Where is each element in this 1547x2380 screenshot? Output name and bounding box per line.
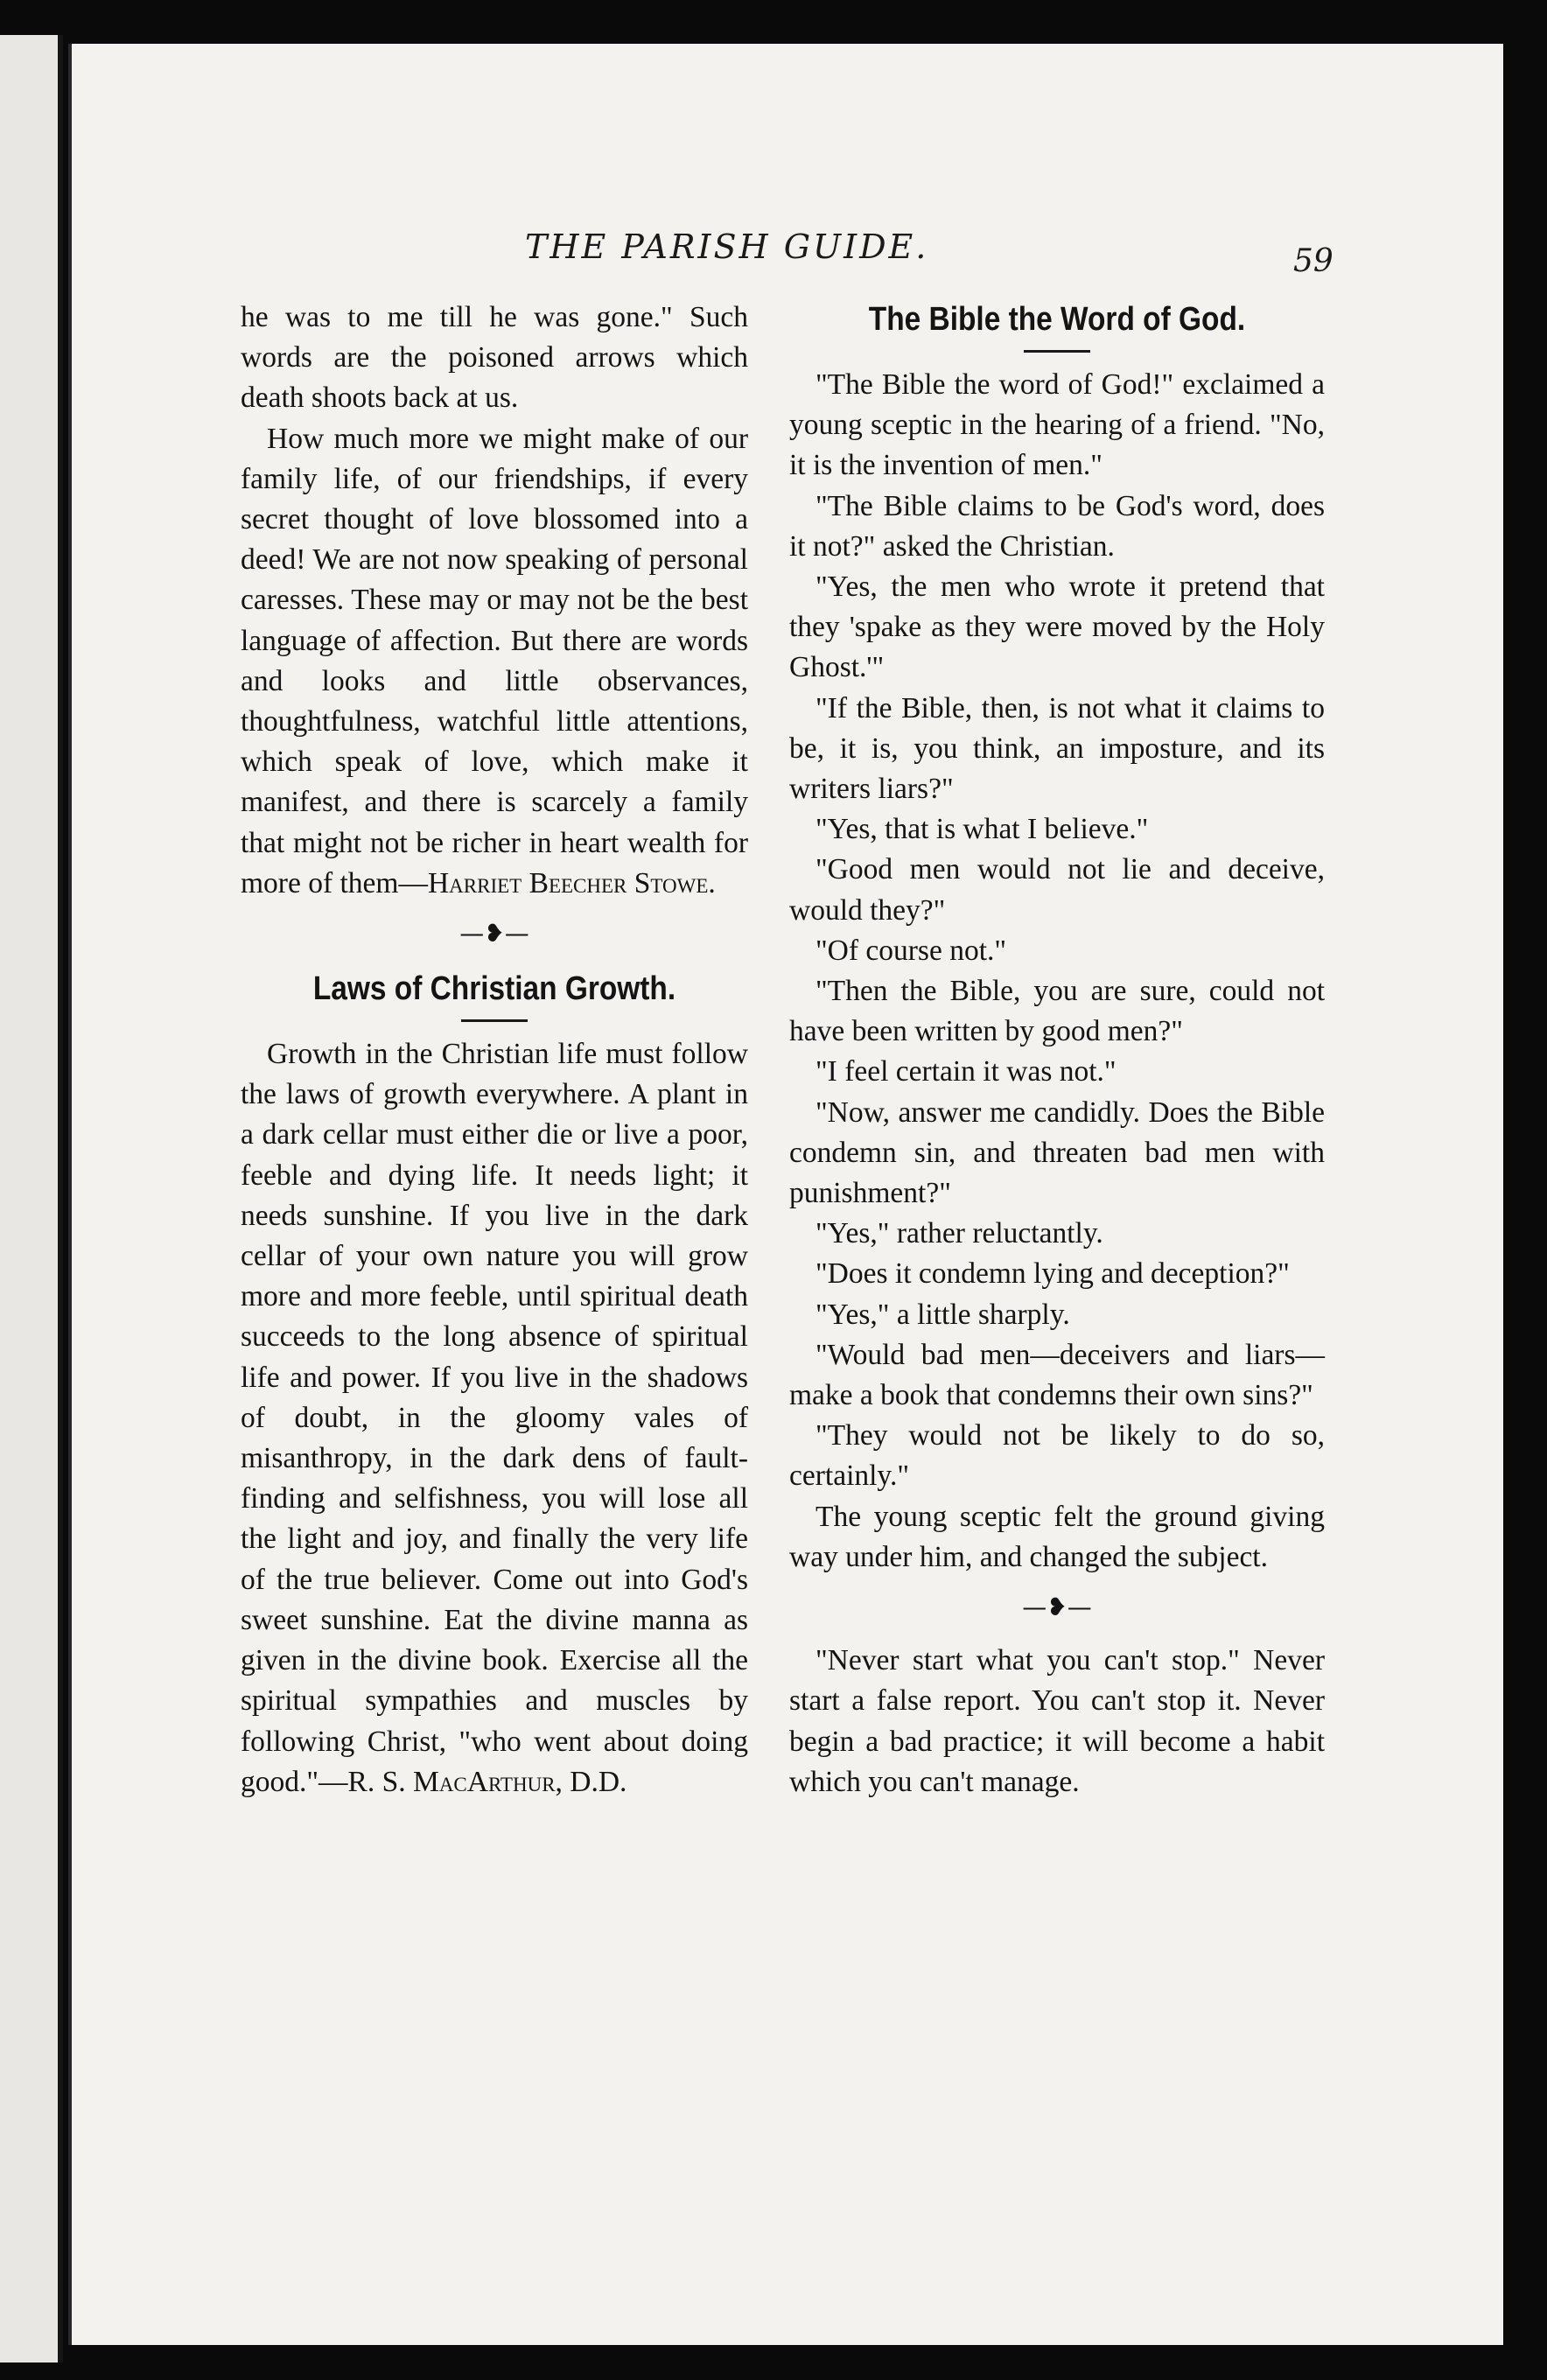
dialogue-paragraph: "Good men would not lie and deceive, would they?": [789, 853, 1325, 927]
dialogue-paragraph: "They would not be likely to do so, certainly.": [789, 1419, 1325, 1493]
dialogue-paragraph: "The Bible claims to be God's word, does it not?" asked the Christian.: [789, 489, 1325, 563]
dialogue-paragraph: "Then the Bible, you are sure, could not have been written by good men?": [789, 975, 1325, 1048]
christian-growth-paragraph: [241, 1034, 748, 1802]
dialogue-paragraph: "Yes," rather reluctantly.: [816, 1217, 1103, 1250]
article-title-christian-growth: Laws of Christian Growth.: [312, 970, 676, 1008]
dialogue-paragraph: "Of course not.": [816, 934, 1007, 967]
christian-growth-text: Growth in the Christian life must follow the laws of growth everywhere. A plant in a dark cellar must either die or live a poor, feeble and dying life. It needs light; it needs sunshine. If you live in the dark cellar of your own nature you will grow more and more feeble, until spiritual death succeeds to the long absence of spiritual life and power. If you live in the shadows of doubt, in the gloomy vales of misanthropy, in the dark dens of fault-finding and selfishness, you will lose all the light and joy, and finally the very life of the true believer. Come out into God's sweet sunshine. Eat the divine manna as given in the divine book. Exercise all the spiritual sympathies and muscles by following Christ, "who went about doing good."—R. S.: [241, 1038, 748, 1798]
dialogue-paragraph: "Does it condemn lying and deception?": [816, 1257, 1290, 1291]
macarthur-degree: D.D.: [570, 1765, 627, 1798]
stowe-paragraph: [241, 419, 748, 904]
dialogue-paragraph: "Yes," a little sharply.: [816, 1298, 1070, 1331]
facing-page-edge: [0, 35, 63, 2362]
left-column: [241, 298, 748, 1802]
dialogue-paragraph: The young sceptic felt the ground giving way under him, and changed the subject.: [789, 1500, 1325, 1573]
continued-paragraph: he was to me till he was gone." Such words are the poisoned arrows which death shoots back at us.: [241, 301, 748, 415]
stowe-text: How much more we might make of our family life, of our friendships, if every secret thought of love blossomed into a deed! We are not now speaking of personal caresses. These may or may not be the best language of affection. But there are words and looks and little observances, thoughtfulness, watchful little attentions, which speak of love, which make it manifest, and there is scarcely a family that might not be richer in heart wealth for more of them—: [241, 422, 748, 900]
dialogue-paragraph: "Now, answer me candidly. Does the Bible condemn sin, and threaten bad men with punishment?": [789, 1096, 1325, 1210]
dialogue-paragraph: "If the Bible, then, is not what it claims to be, it is, you think, an imposture, and its writers liars?": [789, 691, 1325, 806]
page-number: 59: [1293, 243, 1334, 279]
right-column: [789, 298, 1325, 1802]
dialogue-paragraph: "Yes, that is what I believe.": [816, 813, 1149, 846]
article-title-bible-word-of-god: The Bible the Word of God.: [868, 301, 1246, 338]
closing-paragraph: "Never start what you can't stop." Never start a false report. You can't stop it. Never begin a bad practice; it will become a habit which you can't manage.: [789, 1644, 1325, 1798]
macarthur-author: MacArthur,: [413, 1765, 563, 1798]
title-rule: [1024, 350, 1090, 353]
dialogue-paragraph: "I feel certain it was not.": [816, 1055, 1116, 1088]
dialogue-paragraph: "The Bible the word of God!" exclaimed a young sceptic in the hearing of a friend. "No, it is the invention of men.": [789, 368, 1325, 482]
section-ornament: —❥—: [459, 919, 529, 948]
dialogue-paragraph: "Would bad men—deceivers and liars—make a book that condemns their own sins?": [789, 1338, 1325, 1412]
section-ornament: —❥—: [1022, 1592, 1092, 1622]
dialogue-paragraph: "Yes, the men who wrote it pretend that they 'spake as they were moved by the Holy Ghost.'": [789, 570, 1325, 684]
title-rule: [461, 1019, 528, 1022]
running-title: THE PARISH GUIDE.: [525, 228, 929, 266]
stowe-author: Harriet Beecher Stowe.: [427, 866, 716, 900]
